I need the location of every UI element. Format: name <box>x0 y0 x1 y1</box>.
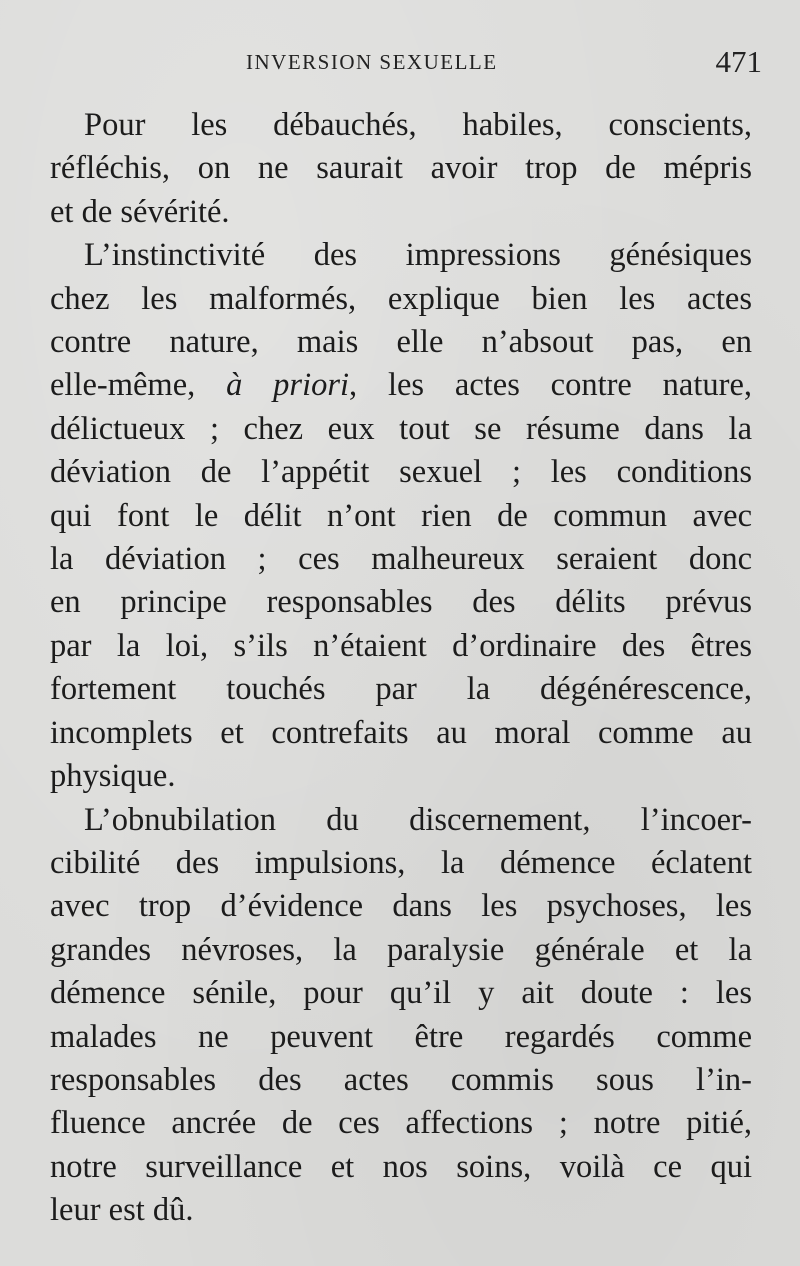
text-line: responsables des actes commis sous l’in- <box>50 1061 752 1098</box>
text-line: qui font le délit n’ont rien de commun avec <box>50 497 752 534</box>
text-line: L’obnubilation du discernement, l’incoer- <box>84 801 752 838</box>
text-line: chez les malformés, explique bien les actes <box>50 280 752 317</box>
text-line: avec trop d’évidence dans les psychoses, les <box>50 888 752 925</box>
text-line: leur est dû. <box>50 1192 194 1229</box>
page-header <box>50 44 762 84</box>
text-line: par la loi, s’ils n’étaient d’ordinaire des êtres <box>50 627 752 664</box>
text-line: cibilité des impulsions, la démence éclatent <box>50 844 752 881</box>
text-line: fluence ancrée de ces affections ; notre pitié, <box>50 1105 752 1142</box>
running-head: INVERSION SEXUELLE <box>246 50 498 74</box>
text-line: en principe responsables des délits prévus <box>50 584 752 621</box>
paragraph-3 <box>50 799 752 1233</box>
text-segment: elle-même, <box>50 367 196 404</box>
text-line: contre nature, mais elle n’absout pas, en <box>50 324 752 361</box>
text-line: grandes névroses, la paralysie générale et la <box>50 931 752 968</box>
text-line: notre surveillance et nos soins, voilà ce qui <box>50 1148 752 1185</box>
text-line: physique. <box>50 758 176 795</box>
text-segment: , les actes contre nature, <box>349 367 753 404</box>
text-line: L’instinctivité des impressions génésiques <box>84 237 752 274</box>
text-line: Pour les débauchés, habiles, conscients, <box>84 107 752 143</box>
text-line: malades ne peuvent être regardés comme <box>50 1018 752 1055</box>
text-line-mixed <box>50 364 752 407</box>
text-line: démence sénile, pour qu’il y ait doute : les <box>50 975 752 1012</box>
italic-phrase: à priori <box>226 367 350 404</box>
body-text <box>50 104 752 1233</box>
text-line: délictueux ; chez eux tout se résume dans la <box>50 410 752 447</box>
paragraph-2 <box>50 234 752 798</box>
text-line: déviation de l’appétit sexuel ; les conditions <box>50 454 752 491</box>
page-number: 471 <box>715 44 762 79</box>
text-line: la déviation ; ces malheureux seraient donc <box>50 541 752 578</box>
text-line: réfléchis, on ne saurait avoir trop de mépris <box>50 150 752 187</box>
text-line: fortement touchés par la dégénérescence, <box>50 671 752 708</box>
text-line: et de sévérité. <box>50 193 230 230</box>
text-line: incomplets et contrefaits au moral comme au <box>50 714 752 751</box>
paragraph-1 <box>50 104 752 234</box>
